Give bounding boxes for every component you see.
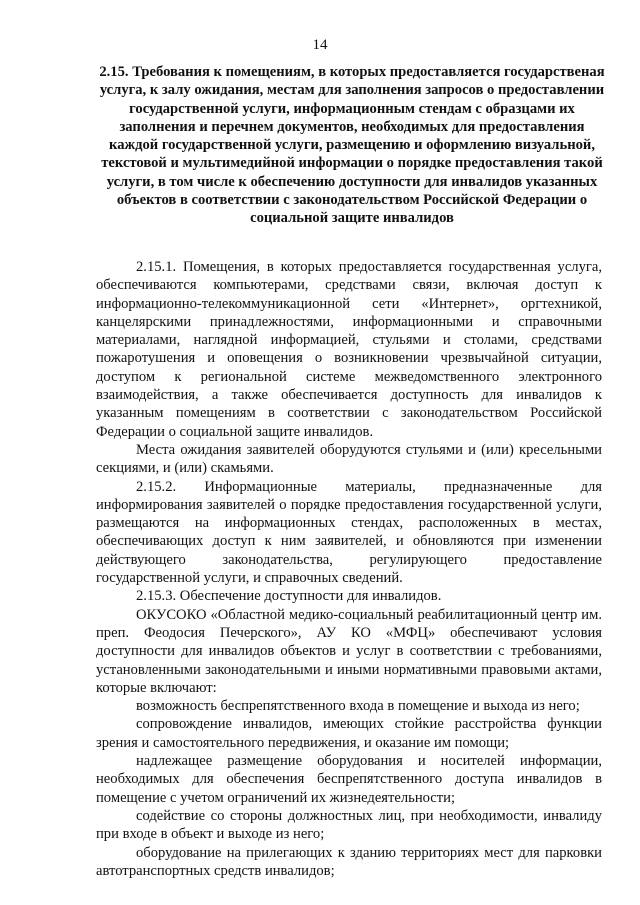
paragraph-waiting-places: Места ожидания заявителей оборудуются стульями и (или) кресельными секциями, и (или) скамьями.: [96, 441, 602, 477]
section-body: [96, 258, 602, 880]
section-heading: 2.15. Требования к помещениям, в которых предоставляется государственая услуга, к залу ожидания, местам для заполнения запросов о предоставлении государственной услуги, информационным стендам с образцами их заполнения и перечнем документов, необходимых для предоставления каждой государственной услуги, размещению и оформлению визуальной, текстовой и мультимедийной информации о порядке предоставления такой услуги, в том числе к обеспечению доступности для инвалидов указанных объектов в соответствии с законодательством Российской Федерации о социальной защите инвалидов: [99, 64, 605, 227]
paragraph-2-15-2: 2.15.2. Информационные материалы, предназначенные для информирования заявителей о порядке предоставления государственной услуги, размещаются на информационных стендах, расположенных в местах, обеспечивающих доступ к ним заявителей, и обновляются при изменении действующего законодательства, регулирующего предоставление государственной услуги, и справочных сведений.: [96, 478, 602, 587]
paragraph-2-15-1: 2.15.1. Помещения, в которых предоставляется государственная услуга, обеспечиваются компьютерами, средствами связи, включая доступ к информационно-телекоммуникационной сети «Интернет», оргтехникой, канцелярскими принадлежностями, информационными и справочными материалами, наглядной информацией, стульями и столами, средствами пожаротушения и оповещения о возникновении чрезвычайной ситуации, доступом к региональной системе межведомственного электронного взаимодействия, а также обеспечивается доступность для инвалидов к указанным помещениям в соответствии с законодательством Российской Федерации о социальной защите инвалидов.: [96, 259, 602, 440]
list-item-entrance: возможность беспрепятственного входа в помещение и выхода из него;: [136, 698, 580, 715]
paragraph-institutions: ОКУСОКО «Областной медико-социальный реабилитационный центр им. преп. Феодосия Печерского», АУ КО «МФЦ» обеспечивают условия доступности для инвалидов объектов и услуг в соответствии с требованиями, установленными законодательными и иными нормативными правовыми актами, которые включают:: [96, 606, 602, 696]
list-item-accompaniment: сопровождение инвалидов, имеющих стойкие расстройства функции зрения и самостоятельного передвижения, и оказание им помощи;: [96, 716, 602, 751]
paragraph-2-15-3: 2.15.3. Обеспечение доступности для инвалидов.: [136, 588, 442, 605]
page-number: 14: [312, 37, 328, 53]
list-item-equipment: надлежащее размещение оборудования и носителей информации, необходимых для обеспечения беспрепятственного доступа инвалидов в помещение с учетом ограничений их жизнедеятельности;: [96, 753, 602, 806]
list-item-parking: оборудование на прилегающих к зданию территориях мест для парковки автотранспортных средств инвалидов;: [96, 844, 602, 879]
list-item-assistance: содействие со стороны должностных лиц, при необходимости, инвалиду при входе в объект и выходе из него;: [96, 807, 602, 843]
